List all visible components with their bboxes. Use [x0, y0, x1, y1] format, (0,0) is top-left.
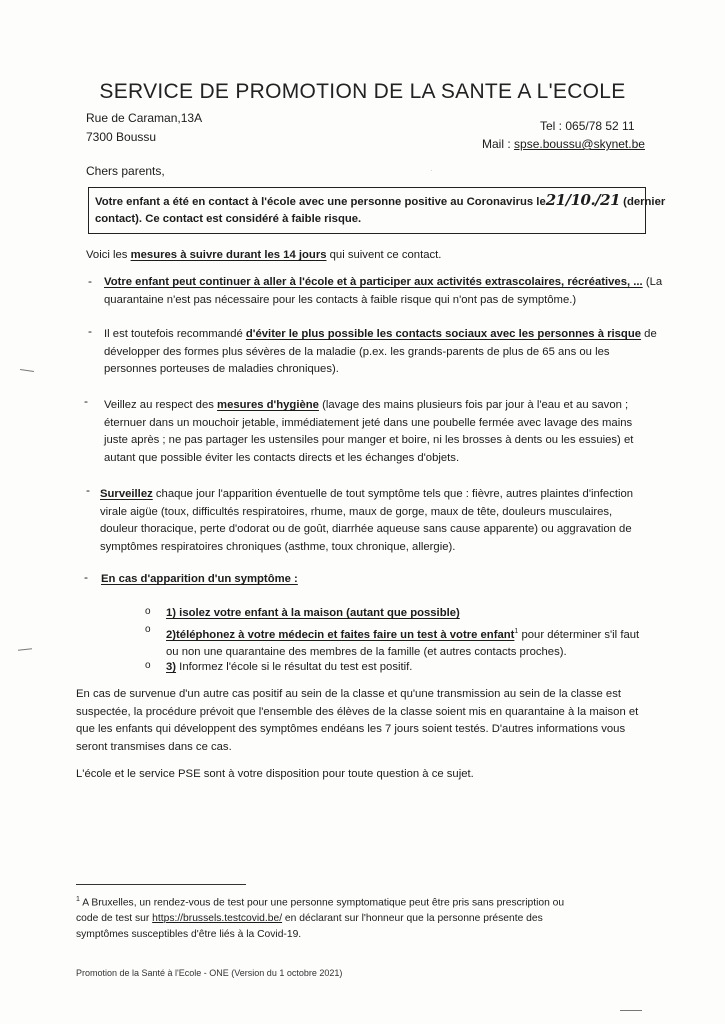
bullet-dash-5: - [84, 570, 88, 584]
subitem-1 [166, 605, 460, 623]
closing-line-4: seront transmises dans ce cas. [76, 740, 232, 753]
phone-number: Tel : 065/78 52 11 [540, 119, 635, 133]
scan-mark [18, 648, 32, 650]
intro-post: qui suivent ce contact. [326, 249, 442, 261]
handwritten-date: 21/10./21 [545, 191, 621, 209]
page-title: SERVICE DE PROMOTION DE LA SANTE A L'ECOLE [99, 80, 626, 103]
bullet-3-line-2: éternuer dans un mouchoir jetable, immédiatement jeté dans une poubelle fermée avec lavage des mains [104, 416, 633, 429]
bullet-3-post: (lavage des mains plusieurs fois par jour à l'eau et au savon ; [318, 399, 629, 411]
scan-speck: · [430, 165, 433, 175]
subitem-3-underlined: 3) [166, 661, 177, 673]
intro-pre: Voici les [86, 249, 131, 261]
bullet-dash-1: - [88, 274, 92, 288]
subitem-2 [166, 623, 686, 662]
bullet-4-line-4: symptômes respiratoires chroniques (asthme, toux chronique, allergie). [100, 540, 456, 553]
subitem-marker-1: o [145, 606, 151, 617]
closing-availability: L'école et le service PSE sont à votre disposition pour toute question à ce sujet. [76, 768, 474, 780]
testcovid-link[interactable]: https://brussels.testcovid.be/ [152, 913, 283, 925]
footnote-line-2-pre: code de test sur [76, 913, 153, 925]
footnote-line-1: A Bruxelles, un rendez-vous de test pour une personne symptomatique peut être pris sans prescription ou [79, 897, 565, 909]
bullet-dash-4: - [86, 483, 90, 497]
notice-text: Votre enfant a été en contact à l'école avec une personne positive au Coronavirus le [95, 196, 546, 208]
bullet-1 [104, 274, 664, 309]
bullet-4-line-3: douleur thoracique, perte d'odorat ou de goût, diarrhée aqueuse sans cause apparente) ou aggravation de [100, 523, 632, 536]
bullet-3-underlined: mesures d'hygiène [217, 399, 319, 411]
footnote-separator [76, 884, 246, 885]
bullet-1-underlined: Votre enfant peut continuer à aller à l'école et à participer aux activités extrascolaires, récréatives, ... [104, 276, 643, 288]
footnote [76, 892, 676, 943]
subitem-1-underlined: 1) isolez votre enfant à la maison (autant que possible) [166, 607, 460, 619]
bullet-2-pre: Il est toutefois recommandé [104, 328, 246, 340]
greeting: Chers parents, [86, 164, 165, 178]
subitem-3 [166, 659, 412, 677]
bullet-dash-2: - [88, 324, 92, 338]
bullet-2-line-3: personnes porteuses de maladies chroniques). [104, 363, 339, 376]
footnote-ref: 1 [514, 628, 519, 635]
subitem-2-underlined: 2)téléphonez à votre médecin et faites faire un test à votre enfant [166, 628, 515, 641]
bullet-2-line-2: développer des formes plus sévères de la maladie (p.ex. les grands-parents de plus de 65 ans ou les [104, 345, 610, 358]
bullet-4-line-2: virale aigüe (toux, difficultés respiratoires, rhume, maux de gorge, maux de tête, douleurs musculaires, [100, 505, 613, 518]
notice-text-end: (dernier [620, 196, 666, 208]
intro-line [86, 247, 441, 265]
bullet-3 [104, 397, 674, 467]
closing-line-3: que les enfants qui développent des symptômes endéans les 7 jours soient testés. D'autres informations vous [76, 723, 626, 736]
intro-underlined: mesures à suivre durant les 14 jours [130, 249, 327, 261]
subitem-2-post: pour déterminer s'il faut [518, 628, 640, 641]
bullet-3-line-4: autant que possible éviter les contacts directs et les échanges d'objets. [104, 451, 460, 464]
scan-mark [620, 1010, 642, 1011]
footnote-line-3: symptômes susceptibles d'être liés à la Covid-19. [76, 929, 302, 941]
footnote-number: 1 [76, 896, 80, 903]
bullet-1-line-2: quarantaine n'est pas nécessaire pour les contacts à faible risque qui n'ont pas de symptôme.) [104, 293, 577, 306]
bullet-2 [104, 326, 664, 379]
subitem-3-post: Informez l'école si le résultat du test est positif. [176, 661, 413, 673]
bullet-5-underlined: En cas d'apparition d'un symptôme : [101, 573, 298, 585]
bullet-4 [100, 486, 680, 556]
page-footer: Promotion de la Santé à l'Ecole - ONE (Version du 1 octobre 2021) [76, 968, 343, 978]
footnote-line-2-post: en déclarant sur l'honneur que la personne présente des [282, 913, 543, 925]
bullet-5 [101, 571, 298, 589]
subitem-marker-3: o [145, 660, 151, 671]
bullet-3-pre: Veillez au respect des [104, 399, 218, 411]
notice-line-1 [95, 191, 666, 211]
bullet-1-rest: (La [642, 276, 663, 288]
closing-line-1: En cas de survenue d'un autre cas positif au sein de la classe et qu'une transmission au sein de la classe est [76, 688, 621, 700]
bullet-3-line-3: juste après ; ne pas partager les ustensiles pour manger et boire, ni les brosses à dents ou les essuies) et [104, 434, 634, 447]
notice-box [88, 187, 666, 234]
bullet-2-post: de [641, 328, 657, 340]
bullet-4-underlined: Surveillez [100, 488, 153, 500]
email-line [482, 136, 645, 153]
scan-mark [20, 369, 34, 372]
address-line-2: 7300 Boussu [86, 130, 157, 144]
subitem-marker-2: o [145, 624, 151, 635]
address-line-1: Rue de Caraman,13A [86, 111, 203, 125]
bullet-4-post: chaque jour l'apparition éventuelle de tout symptôme tels que : fièvre, autres plaintes d'infection [152, 488, 634, 500]
closing-line-2: suspectée, la procédure prévoit que l'ensemble des élèves de la classe soient mis en quarantaine à la maison et [76, 705, 639, 718]
email-label: Mail : [482, 137, 515, 151]
subitem-2-line-2: ou non une quarantaine des membres de la famille (et autres contacts proches). [166, 646, 567, 659]
email-address: spse.boussu@skynet.be [514, 137, 645, 151]
bullet-dash-3: - [84, 394, 88, 408]
notice-line-2: contact). Ce contact est considéré à faible risque. [95, 213, 362, 225]
closing-paragraph [76, 686, 701, 756]
bullet-2-underlined: d'éviter le plus possible les contacts sociaux avec les personnes à risque [245, 328, 642, 340]
